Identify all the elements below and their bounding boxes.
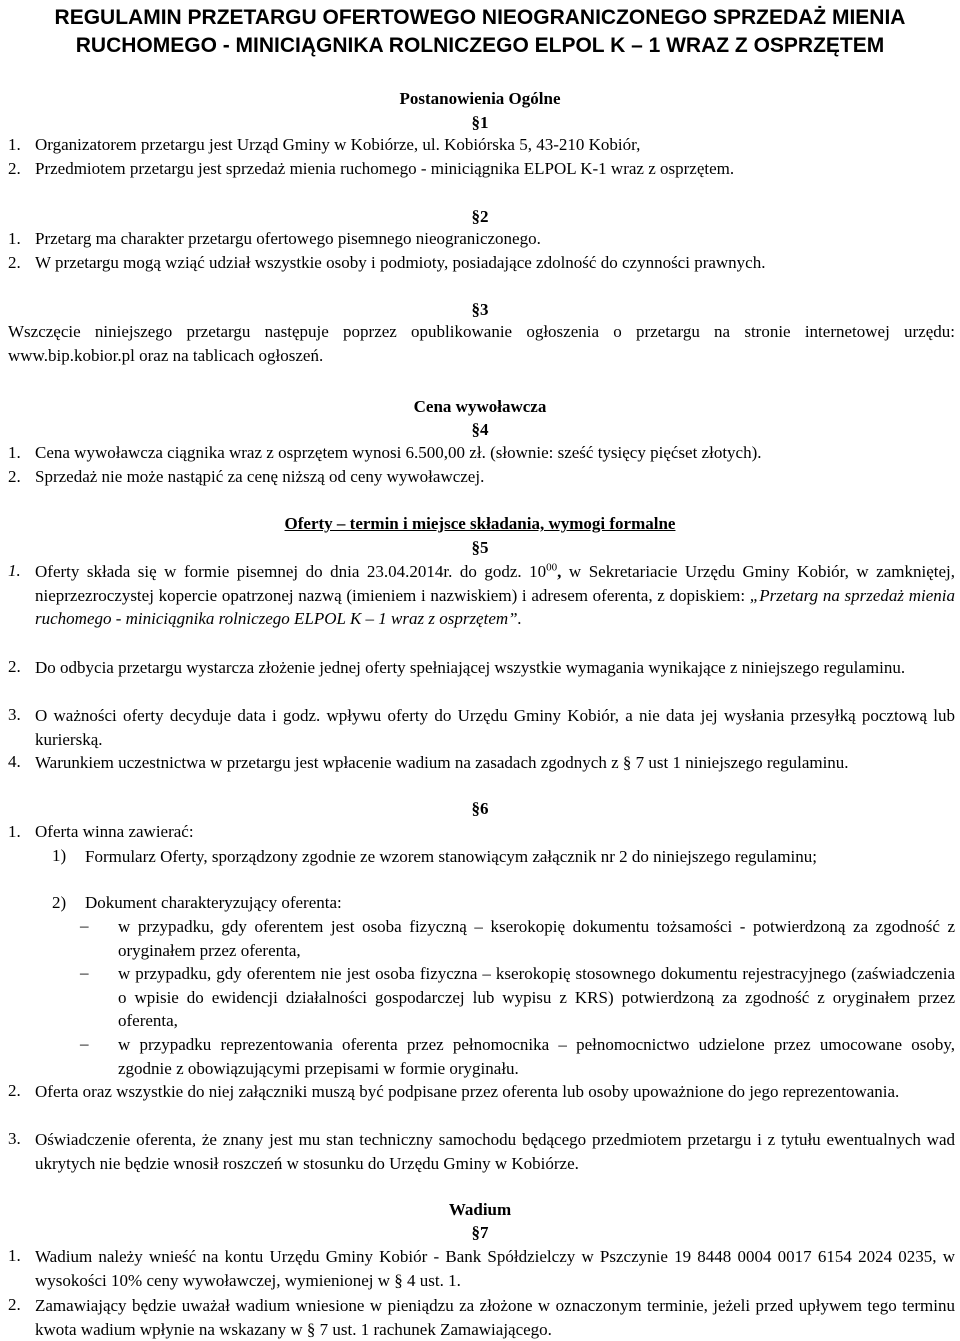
p7-item-1-number: 1. xyxy=(8,1246,21,1265)
section-heading-deposit: Wadium xyxy=(448,1200,512,1219)
section-heading-offers: Oferty – termin i miejsce składania, wymogi formalne xyxy=(284,514,676,533)
p2-item-2-text: W przetargu mogą wziąć udział wszystkie osoby i podmioty, posiadające zdolność do czynności prawnych. xyxy=(35,253,766,272)
p6-sub-1-number: 1) xyxy=(52,846,67,865)
p6-bullet-1: w przypadku, gdy oferentem jest osoba fizyczną – kserokopię dokumentu tożsamości - potwierdzoną za zgodność z oryginałem przez oferenta, xyxy=(118,917,955,960)
p6-item-3-number: 3. xyxy=(8,1129,21,1148)
p6-bullet-3: w przypadku reprezentowania oferenta przez pełnomocnika – pełnomocnictwo udzielone przez umocowane osoby, zgodnie z obowiązującymi przepisami w formie oryginału. xyxy=(118,1035,955,1078)
p5-item-1-number: 1. xyxy=(8,561,21,580)
document-title-line-1: REGULAMIN PRZETARGU OFERTOWEGO NIEOGRANICZONEGO SPRZEDAŻ MIENIA xyxy=(54,6,906,29)
p1-item-1-text: Organizatorem przetargu jest Urząd Gminy w Kobiórze, ul. Kobiórska 5, 43-210 Kobiór, xyxy=(35,135,641,154)
p6-item-1-text: Oferta winna zawierać: xyxy=(35,822,194,841)
p5-item-2-number: 2. xyxy=(8,657,21,676)
paragraph-4-label: §4 xyxy=(471,420,489,439)
section-heading-price: Cena wywoławcza xyxy=(413,397,547,416)
p5-item-1-comma: , xyxy=(557,562,562,581)
bullet-dash-icon: – xyxy=(80,1034,89,1053)
p7-item-1-text: Wadium należy wnieść na kontu Urzędu Gminy Kobiór - Bank Spółdzielczy w Pszczynie 19 8448 0004 0017 6154 2024 0235, w wysokości 10% ceny wywoławczej, wymienionej w § 4 ust. 1. xyxy=(35,1247,955,1290)
p1-item-1-number: 1. xyxy=(8,135,21,154)
p2-item-1-number: 1. xyxy=(8,229,21,248)
p6-sub-1-text: Formularz Oferty, sporządzony zgodnie ze wzorem stanowiącym załącznik nr 2 do niniejszego regulaminu; xyxy=(85,847,817,866)
p6-sub-2-number: 2) xyxy=(52,893,67,912)
p5-item-4-number: 4. xyxy=(8,752,21,771)
p5-item-2-text: Do odbycia przetargu wystarcza złożenie jednej oferty spełniającej wszystkie wymagania wynikające z niniejszego regulaminu. xyxy=(35,658,906,677)
p4-item-1-number: 1. xyxy=(8,443,21,462)
paragraph-2-label: §2 xyxy=(471,207,489,226)
p7-item-2-number: 2. xyxy=(8,1295,21,1314)
p5-item-1-hour-superscript: 00 xyxy=(546,561,558,574)
p6-item-1-number: 1. xyxy=(8,822,21,841)
p5-item-3-text: O ważności oferty decyduje data i godz. wpływu oferty do Urzędu Gminy Kobiór, a nie data jej wysłania przesyłką pocztową lub kurierską. xyxy=(35,706,955,749)
p1-item-2-text: Przedmiotem przetargu jest sprzedaż mienia ruchomego - miniciągnika ELPOL K-1 wraz z osprzętem. xyxy=(35,159,735,178)
p6-sub-2-text: Dokument charakteryzujący oferenta: xyxy=(85,893,342,912)
bullet-dash-icon: – xyxy=(80,916,89,935)
p5-item-3-number: 3. xyxy=(8,705,21,724)
p2-item-1-text: Przetarg ma charakter przetargu ofertowego pisemnego nieograniczonego. xyxy=(35,229,541,248)
p7-item-2-text: Zamawiający będzie uważał wadium wniesione w pieniądzu za złożone w oznaczonym terminie, jeżeli przed upływem tego terminu kwota wadium wpłynie na wskazany w § 7 ust. 1 rachunek Zamawiającego. xyxy=(35,1296,955,1339)
paragraph-5-label: §5 xyxy=(471,538,489,557)
p4-item-2-text: Sprzedaż nie może nastąpić za cenę niższą od ceny wywoławczej. xyxy=(35,467,485,486)
p5-item-1-text xyxy=(35,560,955,631)
p1-item-2-number: 2. xyxy=(8,159,21,178)
document-title-line-2: RUCHOMEGO - MINICIĄGNIKA ROLNICZEGO ELPOL K – 1 WRAZ Z OSPRZĘTEM xyxy=(75,34,885,57)
p5-item-1-endorsement: „Przetarg na sprzedaż mienia ruchomego - miniciągnika rolniczego ELPOL K – 1 wraz z osprzętem”. xyxy=(35,585,955,628)
p3-text: Wszczęcie niniejszego przetargu następuje poprzez opublikowanie ogłoszenia o przetargu na stronie internetowej urzędu: www.bip.kobior.pl oraz na tablicach ogłoszeń. xyxy=(8,322,955,365)
p5-item-1-part-c: w Sekretariacie Urzędu Gminy Kobiór, w zamkniętej, nieprzezroczystej kopercie opatrzonej nazwą (imieniem i nazwiskiem) i adresem oferenta, z dopiskiem: xyxy=(35,562,955,605)
paragraph-1-label: §1 xyxy=(471,113,489,132)
section-heading-general: Postanowienia Ogólne xyxy=(399,89,561,108)
paragraph-7-label: §7 xyxy=(471,1223,489,1242)
p2-item-2-number: 2. xyxy=(8,253,21,272)
p5-item-1-part-a: Oferty składa się w formie pisemnej do dnia 23.04.2014r. do godz. 10 xyxy=(35,562,547,581)
paragraph-3-label: §3 xyxy=(471,300,489,319)
p6-bullet-2: w przypadku, gdy oferentem nie jest osoba fizyczna – kserokopię stosownego dokumentu rejestracyjnego (zaświadczenia o wpisie do ewidencji działalności gospodarczej lub wypisu z KRS) potwierdzoną za zgodność z oryginałem przez oferenta, xyxy=(118,964,955,1030)
p6-item-2-number: 2. xyxy=(8,1081,21,1100)
p6-item-2-text: Oferta oraz wszystkie do niej załączniki muszą być podpisane przez oferenta lub osoby upoważnione do jego reprezentowania. xyxy=(35,1082,900,1101)
bullet-dash-icon: – xyxy=(80,963,89,982)
p4-item-2-number: 2. xyxy=(8,467,21,486)
p4-item-1-text: Cena wywoławcza ciągnika wraz z osprzętem wynosi 6.500,00 zł. (słownie: sześć tysięcy pięćset złotych). xyxy=(35,443,762,462)
p5-item-4-text: Warunkiem uczestnictwa w przetargu jest wpłacenie wadium na zasadach zgodnych z § 7 ust 1 niniejszego regulaminu. xyxy=(35,753,849,772)
paragraph-6-label: §6 xyxy=(471,799,489,818)
p6-item-3-text: Oświadczenie oferenta, że znany jest mu stan techniczny samochodu będącego przedmiotem przetargu i z tytułu ewentualnych wad ukrytych nie będzie wnosił roszczeń w stosunku do Urzędu Gminy w Kobiórze. xyxy=(35,1130,955,1173)
